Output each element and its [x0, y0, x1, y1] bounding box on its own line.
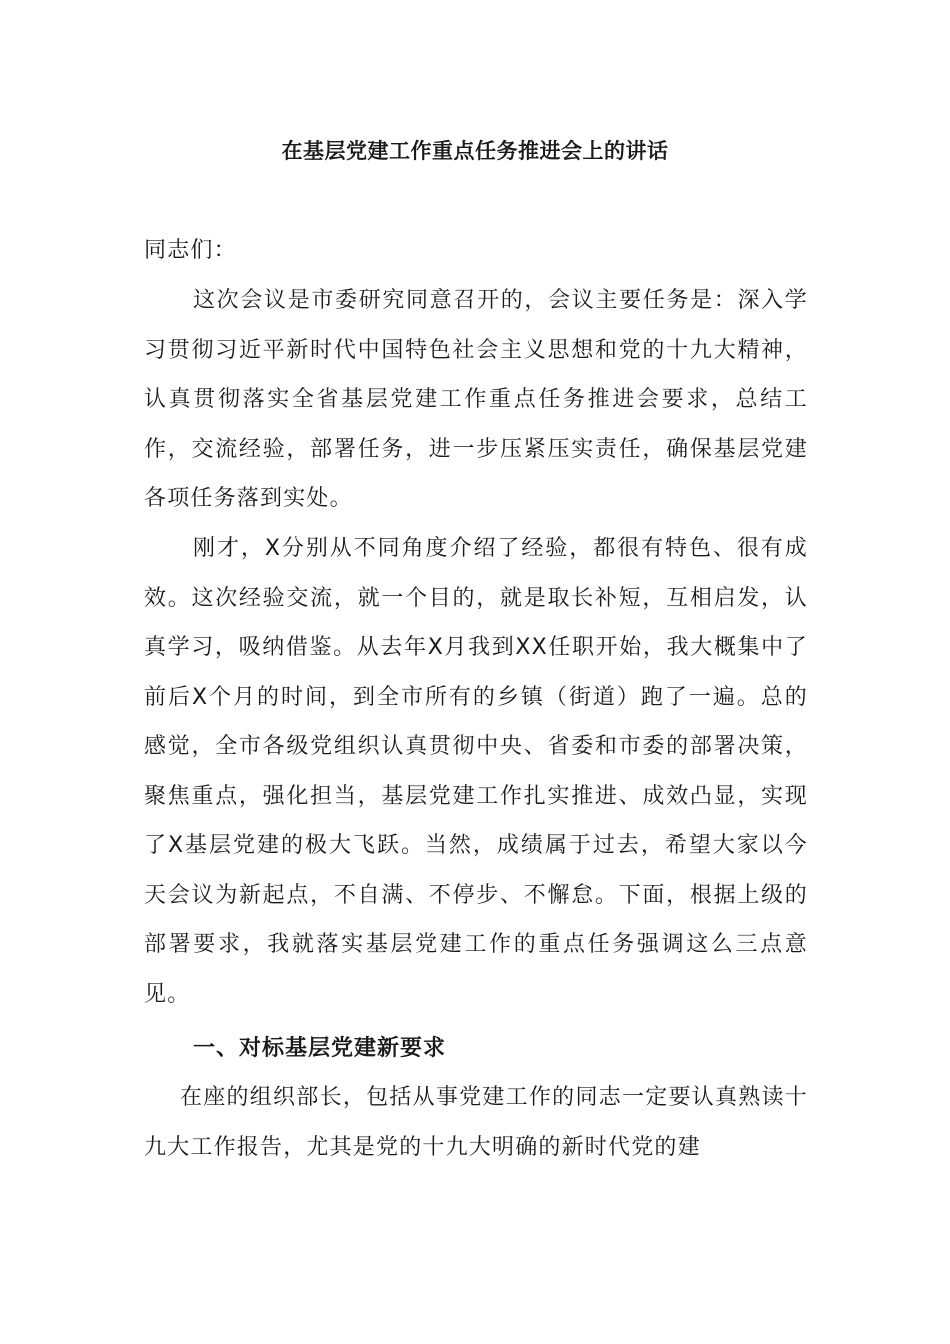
paragraph-1-text: 这次会议是市委研究同意召开的，会议主要任务是：深入学习贯彻习近平新时代中国特色社会主义思想和党的十九大精神，认真贯彻落实全省基层党建工作重点任务推进会要求，总结工作，交流经验，部署任务，进一步压紧压实责任，确保基层党建各项任务落到实处。 [144, 288, 808, 511]
paragraph-2 [144, 524, 808, 1019]
section-heading-1: 一、对标基层党建新要求 [193, 1036, 447, 1061]
salutation-text: 同志们： [144, 238, 237, 263]
paragraph-1 [144, 276, 808, 524]
document-title: 在基层党建工作重点任务推进会上的讲话 [281, 139, 669, 163]
paragraph-2-text: 刚才，X分别从不同角度介绍了经验，都很有特色、很有成效。这次经验交流，就一个目的，就是取长补短，互相启发，认真学习，吸纳借鉴。从去年X月我到XX任职开始，我大概集中了前后X个月的时间，到全市所有的乡镇（街道）跑了一遍。总的感觉，全市各级党组织认真贯彻中央、省委和市委的部署决策，聚焦重点，强化担当，基层党建工作扎实推进、成效凸显，实现了X基层党建的极大飞跃。当然，成绩属于过去，希望大家以今天会议为新起点，不自满、不停步、不懈怠。下面，根据上级的部署要求，我就落实基层党建工作的重点任务强调这么三点意见。 [144, 536, 808, 1007]
paragraph-3-text: 在座的组织部长，包括从事党建工作的同志一定要认真熟读十九大工作报告，尤其是党的十九大明确的新时代党的建 [144, 1085, 808, 1160]
paragraph-3 [144, 1073, 808, 1172]
salutation [144, 226, 808, 276]
